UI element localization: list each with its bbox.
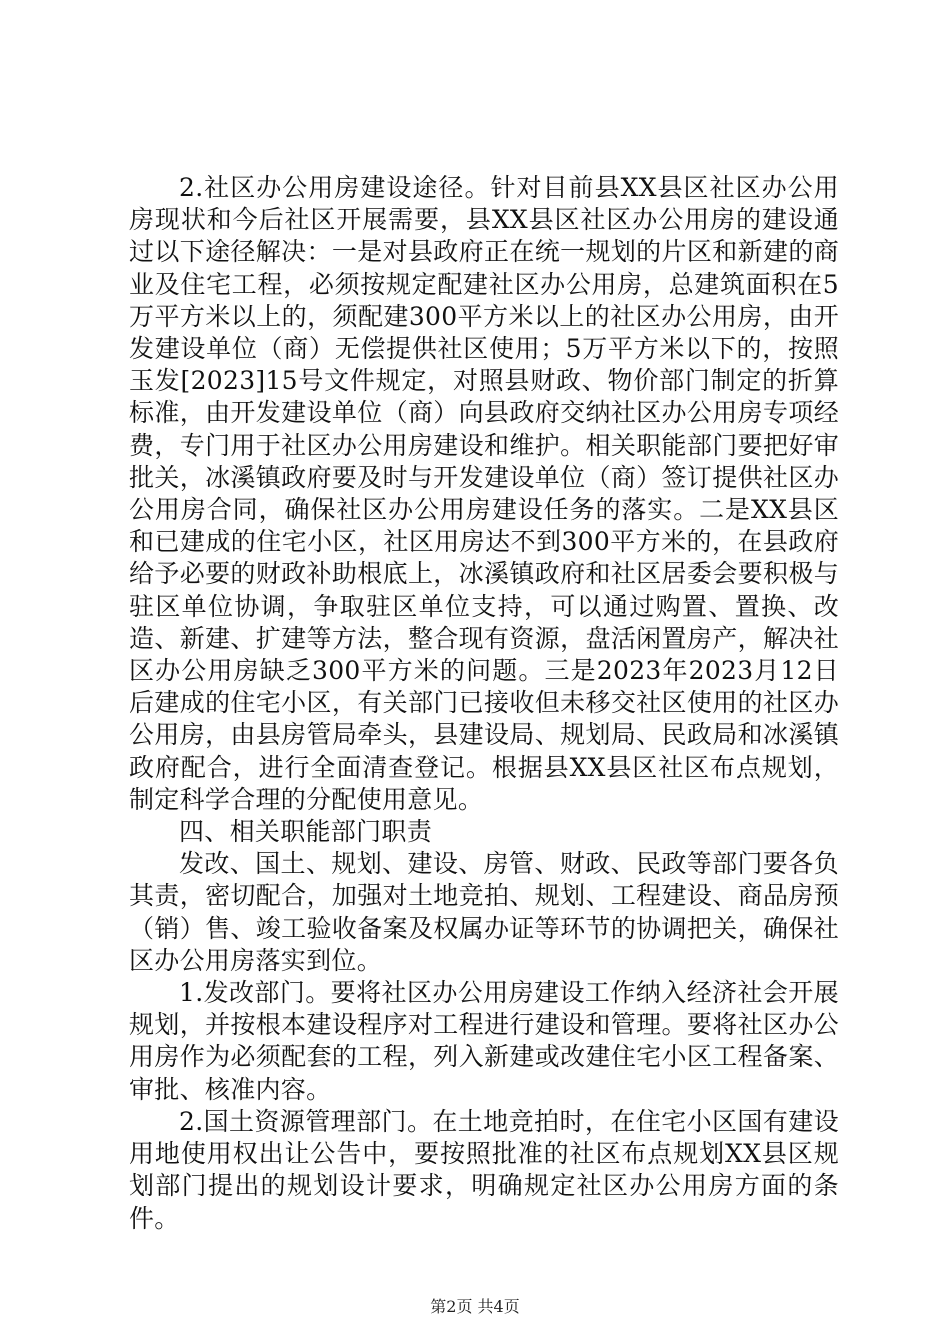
paragraph-development-reform-dept: 1.发改部门。要将社区办公用房建设工作纳入经济社会开展规划，并按根本建设程序对工程进行建设和管理。要将社区办公用房作为必须配套的工程，列入新建或改建住宅小区工程备案、审批、核准内容。 [129, 978, 839, 1104]
document-body [129, 172, 839, 1235]
paragraph-land-resources-dept: 2.国土资源管理部门。在土地竞拍时，在住宅小区国有建设用地使用权出让公告中，要按照批准的社区布点规划XX县区规划部门提出的规划设计要求，明确规定社区办公用房方面的条件。 [129, 1106, 839, 1233]
section-heading-department-duties: 四、相关职能部门职责 [179, 817, 433, 847]
page-number-footer: 第2页 共4页 [430, 1297, 520, 1316]
paragraph-construction-approach: 2.社区办公用房建设途径。针对目前县XX县区社区办公用房现状和今后社区开展需要，县XX县区社区办公用房的建设通过以下途径解决：一是对县政府正在统一规划的片区和新建的商业及住宅工程，必须按规定配建社区办公用房，总建筑面积在5万平方米以上的，须配建300平方米以上的社区办公用房，由开发建设单位（商）无偿提供社区使用；5万平方米以下的，按照玉发[2023]15号文件规定，对照县财政、物价部门制定的折算标准，由开发建设单位（商）向县政府交纳社区办公用房专项经费，专门用于社区办公用房建设和维护。相关职能部门要把好审批关，冰溪镇政府要及时与开发建设单位（商）签订提供社区办公用房合同，确保社区办公用房建设任务的落实。二是XX县区和已建成的住宅小区，社区用房达不到300平方米的，在县政府给予必要的财政补助根底上，冰溪镇政府和社区居委会要积极与驻区单位协调，争取驻区单位支持，可以通过购置、置换、改造、新建、扩建等方法，整合现有资源，盘活闲置房产，解决社区办公用房缺乏300平方米的问题。三是2023年2023月12日后建成的住宅小区，有关部门已接收但未移交社区使用的社区办公用房，由县房管局牵头，县建设局、规划局、民政局和冰溪镇政府配合，进行全面清查登记。根据县XX县区社区布点规划，制定科学合理的分配使用意见。 [129, 173, 839, 814]
paragraph-department-overview: 发改、国土、规划、建设、房管、财政、民政等部门要各负其责，密切配合，加强对土地竞拍、规划、工程建设、商品房预（销）售、竣工验收备案及权属办证等环节的协调把关，确保社区办公用房落实到位。 [129, 849, 839, 975]
